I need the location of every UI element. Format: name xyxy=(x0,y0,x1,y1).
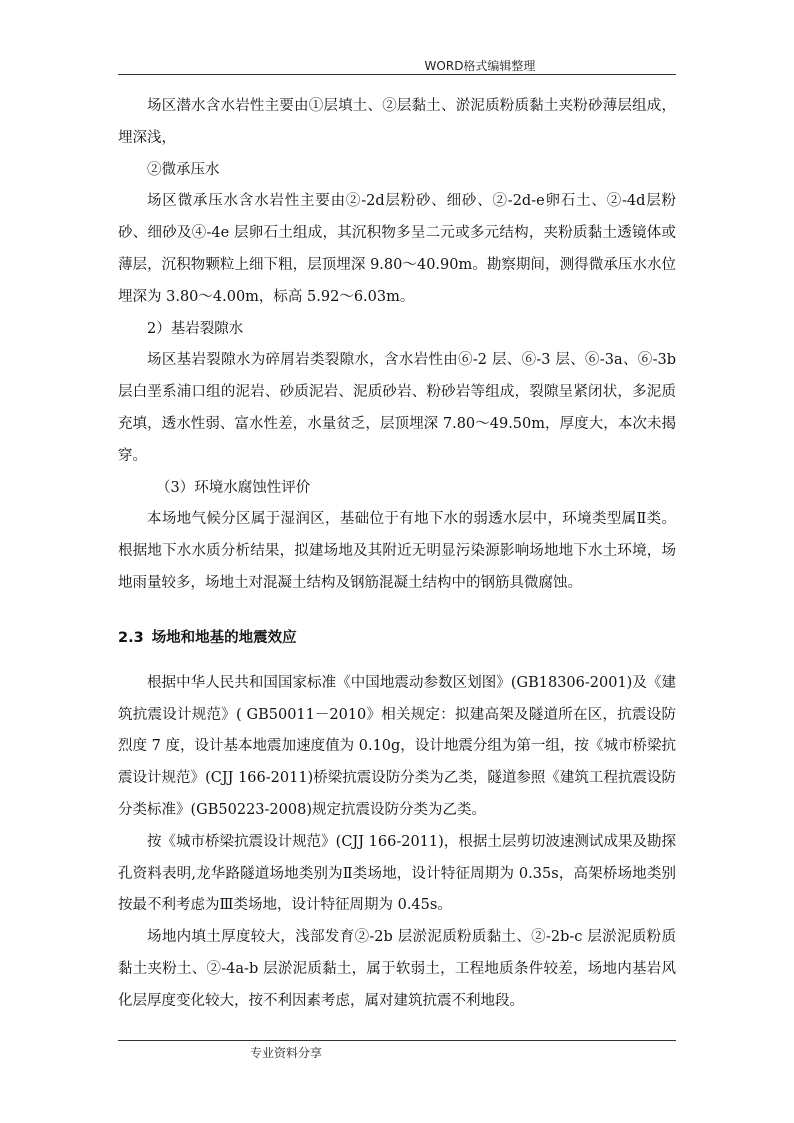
section-number: 2.3 xyxy=(118,629,144,646)
paragraph-seismic-standards: 根据中华人民共和国国家标准《中国地震动参数区划图》(GB18306-2001)及《建筑抗震设计规范》( GB50011－2010》相关规定：拟建高架及隧道所在区，抗震设防烈度 7 度，设计基本地震加速度值为 0.10g，设计地震分组为第一组，按《城市桥梁抗震设计规范》(CJJ 166-2011)桥梁抗震设防分类为乙类，隧道参照《建筑工程抗震设防分类标准》(GB50223-2008)规定抗震设防分类为乙类。 xyxy=(118,674,676,818)
heading-bedrock-fissure-water: 2）基岩裂隙水 xyxy=(147,320,244,337)
heading-corrosion-evaluation: （3）环境水腐蚀性评价 xyxy=(156,479,311,496)
paragraph-unfavorable-section: 场地内填土厚度较大，浅部发育②-2b 层淤泥质粉质黏土、②-2b-c 层淤泥质粉质黏土夹粉土、②-4a-b 层淤泥质黏土，属于软弱土，工程地质条件较差，场地内基岩风化层厚度变化较大，按不利因素考虑，属对建筑抗震不利地段。 xyxy=(118,929,676,1009)
paragraph-corrosion-evaluation: 本场地气候分区属于湿润区，基础位于有地下水的弱透水层中，环境类型属Ⅱ类。根据地下水水质分析结果，拟建场地及其附近无明显污染源影响场地地下水土环境，场地雨量较多，场地土对混凝土结构及钢筋混凝土结构中的钢筋具微腐蚀。 xyxy=(118,511,676,591)
footer-rule xyxy=(118,1040,676,1041)
paragraph-bedrock-fissure-water: 场区基岩裂隙水为碎屑岩类裂隙水，含水岩性由⑥-2 层、⑥-3 层、⑥-3a、⑥-3b 层白垩系浦口组的泥岩、砂质泥岩、泥质砂岩、粉砂岩等组成，裂隙呈紧闭状，多泥质充填，透水性弱、富水性差，水量贫乏，层顶埋深 7.80～49.50m，厚度大，本次未揭穿。 xyxy=(118,352,676,464)
page-footer: 专业资料分享 xyxy=(250,1046,323,1060)
header-rule xyxy=(118,74,676,75)
paragraph-phreatic-water: 场区潜水含水岩性主要由①层填土、②层黏土、淤泥质粉质黏土夹粉砂薄层组成，埋深浅， xyxy=(118,98,676,146)
page-header: WORD格式编辑整理 xyxy=(424,59,536,73)
section-title: 场地和地基的地震效应 xyxy=(151,629,297,646)
document-body xyxy=(118,91,676,1018)
paragraph-site-category: 按《城市桥梁抗震设计规范》(CJJ 166-2011)，根据土层剪切波速测试成果及勘探孔资料表明,龙华路隧道场地类别为Ⅱ类场地，设计特征周期为 0.35s，高架桥场地类别按最不利考虑为Ⅲ类场地，设计特征周期为 0.45s。 xyxy=(118,833,676,914)
section-heading xyxy=(118,622,676,654)
heading-micro-confined-water: ②微承压水 xyxy=(147,161,220,178)
paragraph-micro-confined-water: 场区微承压水含水岩性主要由②-2d层粉砂、细砂、②-2d-e卵石土、②-4d层粉砂、细砂及④-4e 层卵石土组成，其沉积物多呈二元或多元结构，夹粉质黏土透镜体或薄层，沉积物颗粒上细下粗，层顶埋深 9.80～40.90m。勘察期间，测得微承压水水位埋深为 3.80～4.00m，标高 5.92～6.03m。 xyxy=(118,193,676,305)
